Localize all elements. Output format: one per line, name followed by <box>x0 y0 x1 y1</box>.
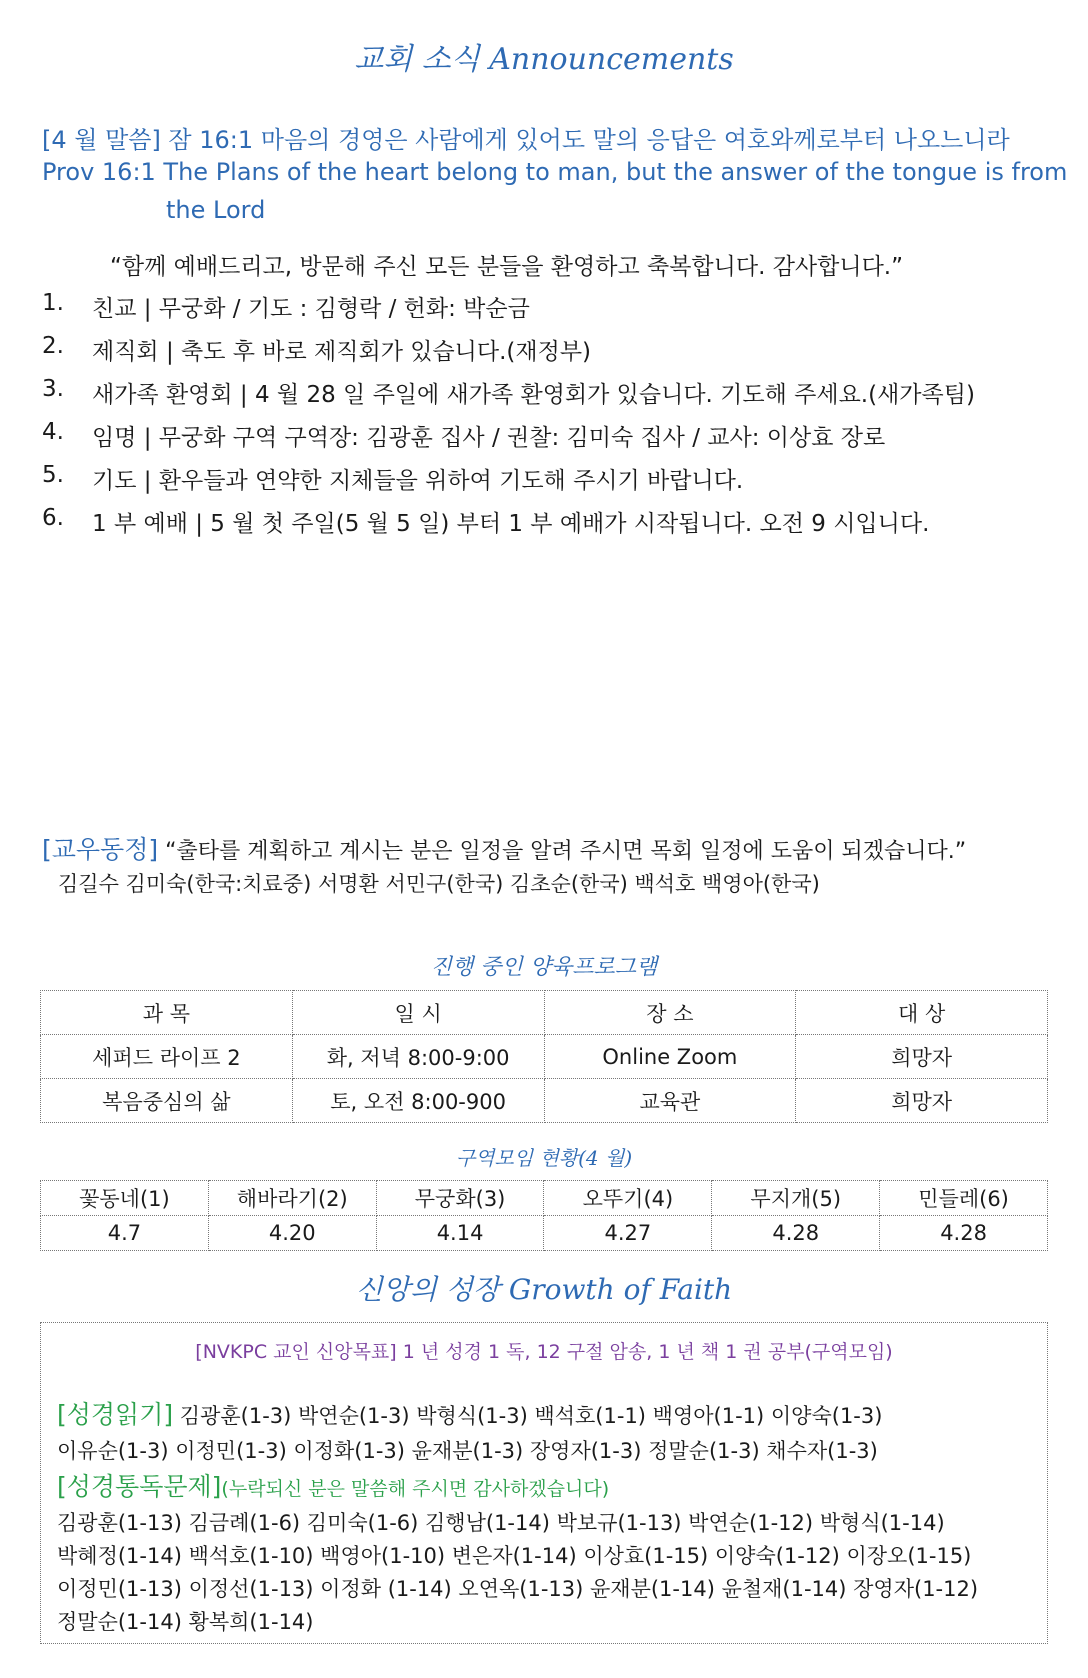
table-cell: 교육관 <box>544 1079 796 1123</box>
verse-english-cont: the Lord <box>166 196 266 224</box>
list-item <box>42 376 975 419</box>
reading-line-1 <box>57 1395 882 1431</box>
page-title: 교회 소식 Announcements <box>354 42 734 77</box>
list-item <box>42 333 975 376</box>
kyowoo-header <box>42 830 966 866</box>
table-cell: 세퍼드 라이프 2 <box>41 1035 293 1079</box>
groups-table <box>40 1180 1048 1251</box>
table-header-cell: 무지개(5) <box>712 1181 880 1216</box>
list-item <box>42 462 975 505</box>
quiz-note: (누락되신 분은 말씀해 주시면 감사하겠습니다) <box>221 1478 610 1500</box>
table-header-row <box>41 991 1048 1035</box>
table-header-cell: 민들레(6) <box>880 1181 1048 1216</box>
item-text: 제직회 | 축도 후 바로 제직회가 있습니다.(재정부) <box>92 339 592 365</box>
quiz-line: 김광훈(1-13) 김금례(1-6) 김미숙(1-6) 김행남(1-14) 박보규(1-13) 박연순(1-12) 박형식(1-14) <box>57 1511 945 1535</box>
list-item <box>42 419 975 462</box>
item-text: 임명 | 무궁화 구역 구역장: 김광훈 집사 / 권찰: 김미숙 집사 / 교사: 이상효 장로 <box>92 425 886 451</box>
table-cell: 4.14 <box>376 1216 544 1251</box>
table-cell: 토, 오전 8:00-900 <box>292 1079 544 1123</box>
faith-goal: [NVKPC 교인 신앙목표] 1 년 성경 1 독, 12 구절 암송, 1 년 책 1 권 공부(구역모임) <box>195 1341 893 1363</box>
table-cell: 화, 저녁 8:00-9:00 <box>292 1035 544 1079</box>
table-header-cell: 무궁화(3) <box>376 1181 544 1216</box>
announcement-list <box>42 290 975 548</box>
faith-box <box>40 1322 1048 1644</box>
table-cell: 희망자 <box>796 1079 1048 1123</box>
reading-tag: [성경읽기] <box>57 1400 174 1429</box>
table-cell: Online Zoom <box>544 1035 796 1079</box>
kyowoo-names: 김길수 김미숙(한국:치료중) 서명환 서민구(한국) 김초순(한국) 백석호 백영아(한국) <box>58 872 820 896</box>
table-header-cell: 과 목 <box>41 991 293 1035</box>
table-row <box>41 1079 1048 1123</box>
table-cell: 4.7 <box>41 1216 209 1251</box>
table-row <box>41 1216 1048 1251</box>
item-text: 1 부 예배 | 5 월 첫 주일(5 월 5 일) 부터 1 부 예배가 시작됩니다. 오전 9 시입니다. <box>92 511 930 537</box>
table-header-row <box>41 1181 1048 1216</box>
table-row <box>41 1035 1048 1079</box>
kyowoo-tag: [교우동정] <box>42 835 159 864</box>
table-header-cell: 장 소 <box>544 991 796 1035</box>
list-item <box>42 290 975 333</box>
verse-korean: [4 월 말씀] 잠 16:1 마음의 경영은 사람에게 있어도 말의 응답은 여호와께로부터 나오느니라 <box>42 126 1010 154</box>
quiz-line: 이정민(1-13) 이정선(1-13) 이정화 (1-14) 오연옥(1-13) 윤재분(1-14) 윤철재(1-14) 장영자(1-12) <box>57 1577 979 1601</box>
table-cell: 4.28 <box>712 1216 880 1251</box>
table-header-cell: 꽃동네(1) <box>41 1181 209 1216</box>
table-cell: 복음중심의 삶 <box>41 1079 293 1123</box>
item-number: 4. <box>42 419 64 445</box>
table-cell: 4.28 <box>880 1216 1048 1251</box>
table-header-cell: 오뚜기(4) <box>544 1181 712 1216</box>
table-cell: 희망자 <box>796 1035 1048 1079</box>
item-number: 3. <box>42 376 64 402</box>
item-text: 새가족 환영회 | 4 월 28 일 주일에 새가족 환영회가 있습니다. 기도해 주세요.(새가족팀) <box>92 382 975 408</box>
table-header-cell: 대 상 <box>796 991 1048 1035</box>
reading-names-1: 김광훈(1-3) 박연순(1-3) 박형식(1-3) 백석호(1-1) 백영아(1-1) 이양숙(1-3) <box>179 1404 883 1428</box>
table-header-cell: 해바라기(2) <box>208 1181 376 1216</box>
welcome-message: “함께 예배드리고, 방문해 주신 모든 분들을 환영하고 축복합니다. 감사합니다.” <box>110 254 904 280</box>
faith-title: 신앙의 성장 Growth of Faith <box>355 1273 733 1306</box>
table-header-cell: 일 시 <box>292 991 544 1035</box>
table-cell: 4.27 <box>544 1216 712 1251</box>
item-number: 5. <box>42 462 64 488</box>
quiz-tag: [성경통독문제] <box>57 1472 222 1501</box>
table-cell: 4.20 <box>208 1216 376 1251</box>
item-text: 기도 | 환우들과 연약한 지체들을 위하여 기도해 주시기 바랍니다. <box>92 468 744 494</box>
quiz-line: 정말순(1-14) 황복희(1-14) <box>57 1610 314 1634</box>
item-text: 친교 | 무궁화 / 기도 : 김형락 / 헌화: 박순금 <box>92 296 530 322</box>
kyowoo-message: “출타를 계획하고 계시는 분은 일정을 알려 주시면 목회 일정에 도움이 되겠습니다.” <box>165 839 967 864</box>
groups-title: 구역모임 현황(4 월) <box>455 1146 633 1170</box>
programs-title: 진행 중인 양육프로그램 <box>430 955 658 980</box>
programs-table <box>40 990 1048 1123</box>
reading-line-2: 이유순(1-3) 이정민(1-3) 이정화(1-3) 윤재분(1-3) 장영자(1-3) 정말순(1-3) 채수자(1-3) <box>57 1439 878 1463</box>
verse-english: Prov 16:1 The Plans of the heart belong to man, but the answer of the tongue is from <box>42 158 1068 186</box>
list-item <box>42 505 975 548</box>
item-number: 6. <box>42 505 64 531</box>
quiz-line: 박혜정(1-14) 백석호(1-10) 백영아(1-10) 변은자(1-14) 이상효(1-15) 이양숙(1-12) 이장오(1-15) <box>57 1544 972 1568</box>
item-number: 1. <box>42 290 64 316</box>
item-number: 2. <box>42 333 64 359</box>
quiz-header <box>57 1467 609 1503</box>
